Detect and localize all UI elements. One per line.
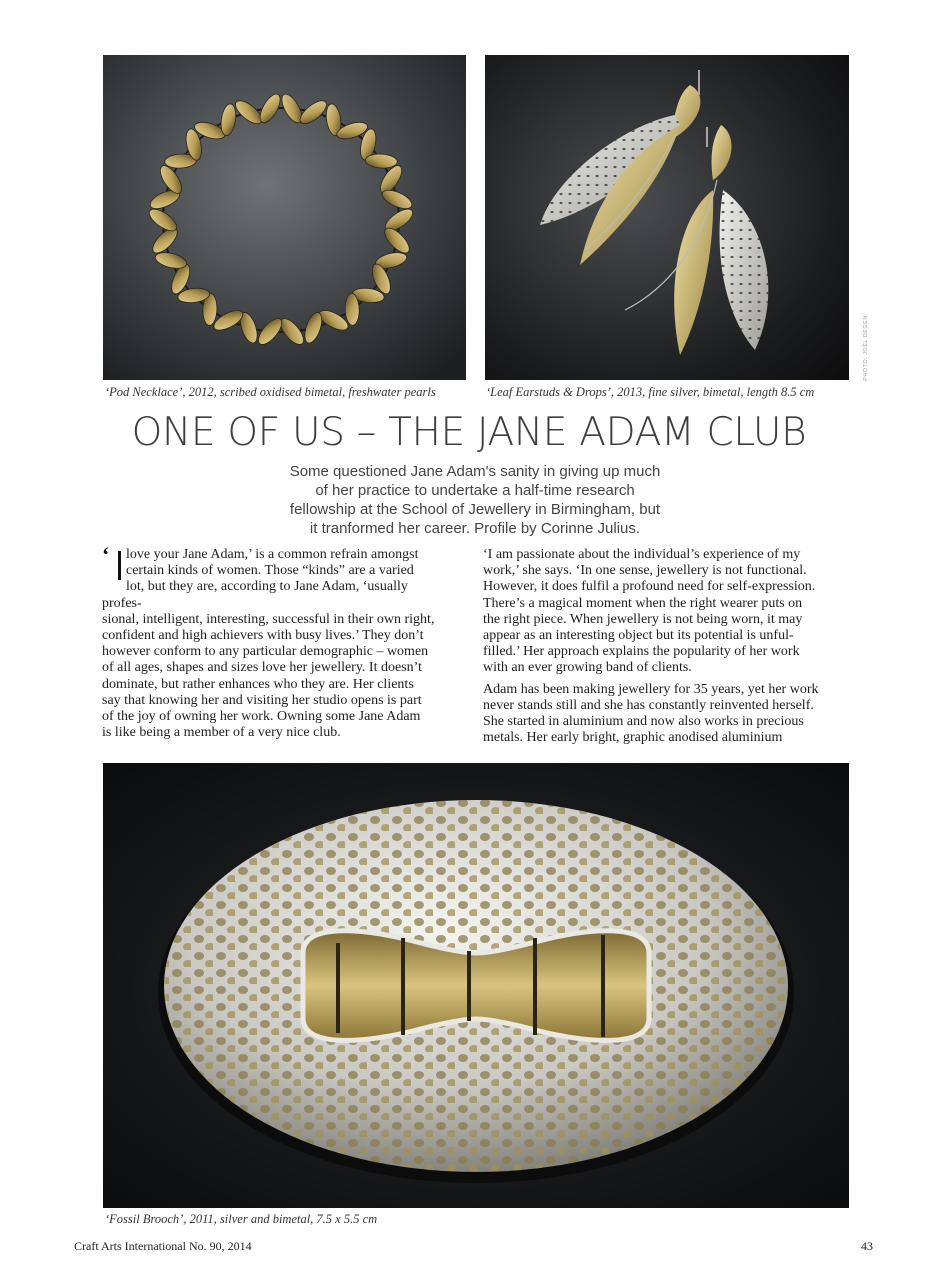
standfirst-line: Some questioned Jane Adam's sanity in giving up much bbox=[289, 463, 661, 480]
body-line: appear as an interesting object but its potential is unful- bbox=[483, 628, 794, 644]
body-line: certain kinds of women. Those “kinds” are a varied bbox=[126, 563, 414, 579]
body-column-right bbox=[483, 547, 847, 751]
leaf-earstuds-photo bbox=[485, 55, 849, 380]
pod-necklace-photo bbox=[103, 55, 466, 380]
body-line: However, it does fulfil a profound need for self-expression. bbox=[483, 579, 816, 595]
article-headline: ONE OF US – THE JANE ADAM CLUB bbox=[131, 410, 807, 455]
leaf-earstuds-caption: ‘Leaf Earstuds & Drops’, 2013, fine silver, bimetal, length 8.5 cm bbox=[486, 385, 815, 399]
standfirst-line: fellowship at the School of Jewellery in Birmingham, but bbox=[289, 501, 661, 518]
pod-necklace-caption: ‘Pod Necklace’, 2012, scribed oxidised bimetal, freshwater pearls bbox=[105, 385, 436, 399]
body-line: metals. Her early bright, graphic anodised aluminium bbox=[483, 730, 783, 746]
article-standfirst bbox=[260, 462, 690, 538]
body-line: of all ages, shapes and sizes love her jewellery. It doesn’t bbox=[102, 660, 422, 676]
body-line: with an ever growing band of clients. bbox=[483, 660, 692, 676]
body-line: confident and high achievers with busy lives.’ They don’t bbox=[102, 628, 424, 644]
body-line: sional, intelligent, interesting, successful in their own right, bbox=[102, 611, 435, 627]
body-line: filled.’ Her approach explains the popularity of her work bbox=[483, 644, 800, 660]
body-line: never stands still and she has constantly reinvented herself. bbox=[483, 697, 814, 713]
body-line: however conform to any particular demographic – women bbox=[102, 644, 429, 660]
standfirst-line: of her practice to undertake a half-time research bbox=[315, 482, 635, 499]
opening-quote-mark: ‘ bbox=[102, 542, 110, 567]
standfirst-line: it tranformed her career. Profile by Corinne Julius. bbox=[309, 520, 641, 537]
fossil-brooch-photo bbox=[103, 763, 849, 1208]
body-line: dominate, but rather enhances who they are. Her clients bbox=[102, 676, 414, 692]
body-line: say that knowing her and visiting her studio opens is part bbox=[102, 692, 422, 708]
body-line: the right piece. When jewellery is not being worn, it may bbox=[483, 611, 803, 627]
body-line: ‘I am passionate about the individual’s experience of my bbox=[483, 547, 801, 562]
body-line: of the joy of owning her work. Owning some Jane Adam bbox=[102, 709, 421, 725]
body-line: Adam has been making jewellery for 35 years, yet her work bbox=[483, 681, 819, 697]
footer-publication: Craft Arts International No. 90, 2014 bbox=[74, 1239, 252, 1253]
body-line: work,’ she says. ‘In one sense, jewellery is not functional. bbox=[483, 563, 807, 579]
body-line: love your Jane Adam,’ is a common refrain amongst bbox=[126, 547, 419, 562]
paragraph bbox=[483, 682, 847, 747]
fossil-brooch-caption: ‘Fossil Brooch’, 2011, silver and bimetal, 7.5 x 5.5 cm bbox=[105, 1212, 378, 1226]
body-line: She started in aluminium and now also works in precious bbox=[483, 714, 804, 730]
body-column-left bbox=[102, 547, 466, 741]
page-number: 43 bbox=[861, 1239, 873, 1253]
body-line: profes- bbox=[102, 595, 142, 611]
photo-credit: PHOTO: JOËL DEGEN bbox=[863, 315, 869, 381]
body-line: There’s a magical moment when the right wearer puts on bbox=[483, 595, 803, 611]
body-line: is like being a member of a very nice club. bbox=[102, 725, 341, 741]
body-line: lot, but they are, according to Jane Adam, ‘usually bbox=[126, 579, 408, 595]
paragraph bbox=[483, 547, 847, 677]
